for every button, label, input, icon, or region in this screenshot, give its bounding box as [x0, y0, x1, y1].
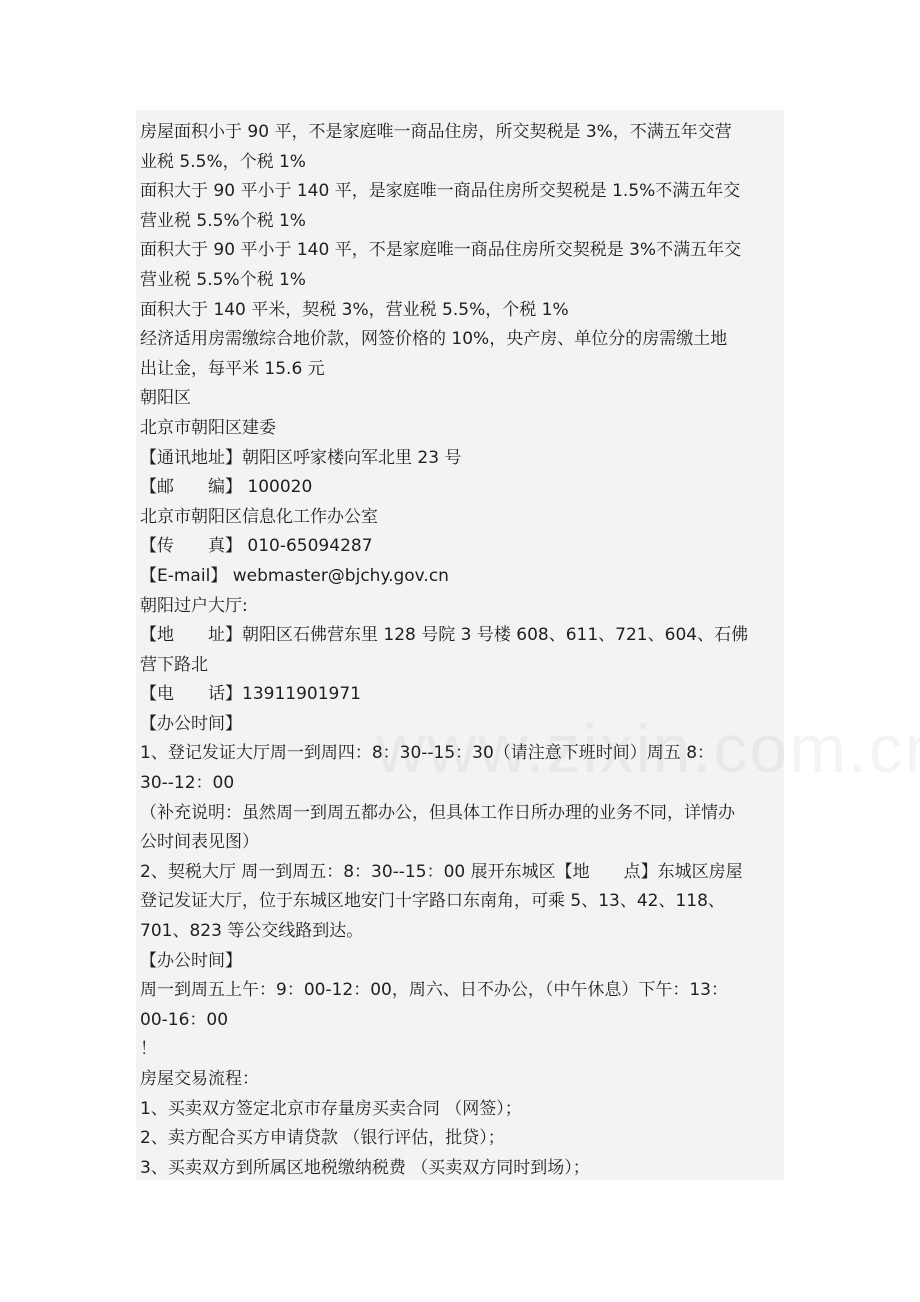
text-line: 【邮 编】 100020: [140, 477, 313, 498]
text-line: 【电 话】13911901971: [140, 684, 361, 705]
text-line: 701、823 等公交线路到达。: [140, 921, 364, 942]
watermark: [376, 710, 920, 788]
text-line: ！: [140, 1039, 157, 1060]
text-line: 经济适用房需缴综合地价款，网签价格的 10%，央产房、单位分的房需缴土地: [140, 329, 728, 350]
text-line: 【办公时间】: [140, 950, 242, 971]
content-block: [136, 110, 784, 1180]
text-line: 【地 址】朝阳区石佛营东里 128 号院 3 号楼 608、611、721、604、石佛: [140, 625, 749, 646]
text-line: 3、买卖双方到所属区地税缴纳税费 （买卖双方同时到场）；: [140, 1157, 590, 1178]
text-line: 面积大于 90 平小于 140 平，不是家庭唯一商品住房所交契税是 3%不满五年交: [140, 240, 742, 261]
text-line: 朝阳过户大厅:: [140, 595, 248, 616]
text-line: 营业税 5.5%个税 1%: [140, 210, 306, 231]
text-line: 2、契税大厅 周一到周五：8：30--15：00 展开东城区【地 点】东城区房屋: [140, 861, 743, 882]
text-line: 30--12：00: [140, 773, 235, 794]
text-line: 北京市朝阳区建委: [140, 417, 276, 438]
text-line: 【传 真】 010-65094287: [140, 536, 373, 557]
text-line: 00-16：00: [140, 1009, 229, 1030]
text-line: 2、卖方配合买方申请贷款 （银行评估，批贷）；: [140, 1128, 505, 1149]
text-line: 登记发证大厅，位于东城区地安门十字路口东南角，可乘 5、13、42、118、: [140, 891, 725, 912]
text-line: 【办公时间】: [140, 713, 242, 734]
text-line: 面积大于 140 平米，契税 3%，营业税 5.5%，个税 1%: [140, 299, 569, 320]
text-line: 朝阳区: [140, 388, 191, 409]
text-line: 【通讯地址】朝阳区呼家楼向军北里 23 号: [140, 447, 462, 468]
text-line: 房屋面积小于 90 平，不是家庭唯一商品住房，所交契税是 3%，不满五年交营: [140, 122, 732, 142]
text-line: 业税 5.5%，个税 1%: [140, 151, 306, 172]
text-line: 营业税 5.5%个税 1%: [140, 269, 306, 290]
text-line: （补充说明：虽然周一到周五都办公，但具体工作日所办理的业务不同，详情办: [140, 802, 735, 823]
text-line: 出让金，每平米 15.6 元: [140, 358, 325, 379]
text-line: 周一到周五上午：9：00-12：00，周六、日不办公，（中午休息）下午：13：: [140, 980, 728, 1001]
text-line: 营下路北: [140, 654, 208, 675]
text-line: 北京市朝阳区信息化工作办公室: [140, 506, 378, 527]
text-line: 房屋交易流程：: [140, 1069, 259, 1089]
text-lines: [140, 118, 784, 1183]
text-line: 面积大于 90 平小于 140 平，是家庭唯一商品住房所交契税是 1.5%不满五年交: [140, 181, 741, 202]
text-line: 1、买卖双方签定北京市存量房买卖合同 （网签）；: [140, 1098, 522, 1119]
text-line: 1、登记发证大厅周一到周四：8：30--15：30（请注意下班时间）周五 8：: [140, 743, 715, 764]
text-line: 【E-mail】 webmaster@bjchy.gov.cn: [140, 565, 449, 586]
text-line: 公时间表见图）: [140, 832, 259, 853]
